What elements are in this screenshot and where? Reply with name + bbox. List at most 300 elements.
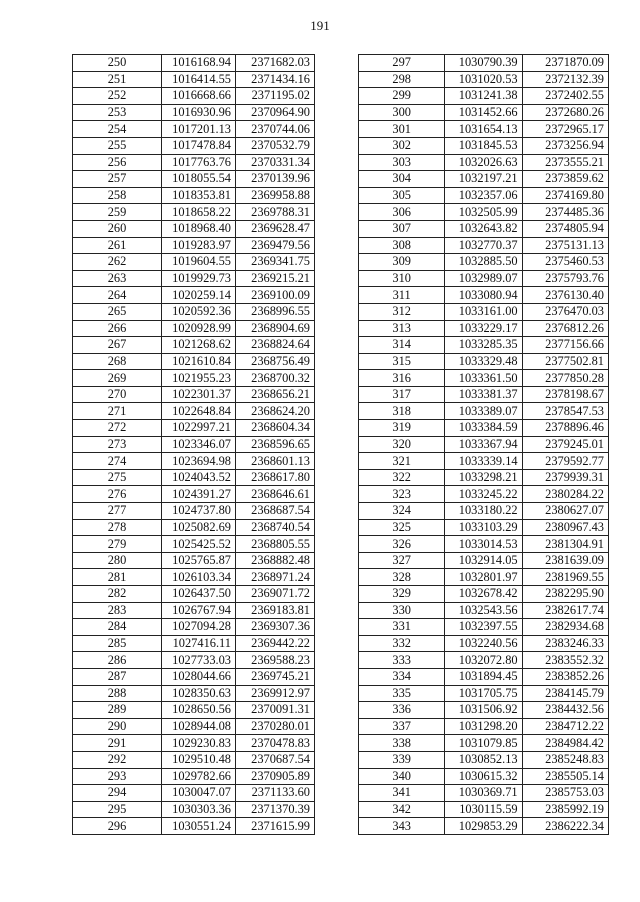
- point-number-cell: 300: [359, 104, 445, 121]
- table-row: [359, 303, 609, 320]
- table-row: [359, 320, 609, 337]
- point-number-cell: 324: [359, 503, 445, 520]
- point-number-cell: 311: [359, 287, 445, 304]
- x-coordinate-cell: 1024391.27: [162, 486, 236, 503]
- point-number-cell: 296: [73, 818, 162, 835]
- y-coordinate-cell: 2369588.23: [236, 652, 315, 669]
- table-row: [359, 536, 609, 553]
- x-coordinate-cell: 1031020.53: [445, 71, 522, 88]
- point-number-cell: 267: [73, 337, 162, 354]
- y-coordinate-cell: 2378896.46: [522, 420, 608, 437]
- x-coordinate-cell: 1019604.55: [162, 254, 236, 271]
- point-number-cell: 316: [359, 370, 445, 387]
- point-number-cell: 330: [359, 602, 445, 619]
- y-coordinate-cell: 2382295.90: [522, 586, 608, 603]
- x-coordinate-cell: 1019283.97: [162, 237, 236, 254]
- y-coordinate-cell: 2380967.43: [522, 519, 608, 536]
- point-number-cell: 284: [73, 619, 162, 636]
- table-row: [359, 88, 609, 105]
- x-coordinate-cell: 1033080.94: [445, 287, 522, 304]
- point-number-cell: 274: [73, 453, 162, 470]
- table-row: [359, 619, 609, 636]
- point-number-cell: 292: [73, 751, 162, 768]
- point-number-cell: 320: [359, 436, 445, 453]
- y-coordinate-cell: 2370478.83: [236, 735, 315, 752]
- x-coordinate-cell: 1028944.08: [162, 718, 236, 735]
- y-coordinate-cell: 2385992.19: [522, 801, 608, 818]
- table-row: [73, 353, 315, 370]
- point-number-cell: 260: [73, 220, 162, 237]
- x-coordinate-cell: 1025425.52: [162, 536, 236, 553]
- table-row: [359, 403, 609, 420]
- y-coordinate-cell: 2385505.14: [522, 768, 608, 785]
- x-coordinate-cell: 1030369.71: [445, 785, 522, 802]
- y-coordinate-cell: 2370744.06: [236, 121, 315, 138]
- x-coordinate-cell: 1033381.37: [445, 386, 522, 403]
- x-coordinate-cell: 1033384.59: [445, 420, 522, 437]
- point-number-cell: 323: [359, 486, 445, 503]
- table-row: [73, 436, 315, 453]
- point-number-cell: 337: [359, 718, 445, 735]
- table-row: [359, 137, 609, 154]
- y-coordinate-cell: 2369788.31: [236, 204, 315, 221]
- x-coordinate-cell: 1032240.56: [445, 635, 522, 652]
- y-coordinate-cell: 2369341.75: [236, 254, 315, 271]
- point-number-cell: 257: [73, 171, 162, 188]
- y-coordinate-cell: 2371870.09: [522, 55, 608, 72]
- point-number-cell: 269: [73, 370, 162, 387]
- x-coordinate-cell: 1033103.29: [445, 519, 522, 536]
- x-coordinate-cell: 1031654.13: [445, 121, 522, 138]
- y-coordinate-cell: 2368805.55: [236, 536, 315, 553]
- y-coordinate-cell: 2369628.47: [236, 220, 315, 237]
- table-row: [73, 303, 315, 320]
- point-number-cell: 288: [73, 685, 162, 702]
- point-number-cell: 333: [359, 652, 445, 669]
- x-coordinate-cell: 1032026.63: [445, 154, 522, 171]
- table-row: [73, 751, 315, 768]
- point-number-cell: 343: [359, 818, 445, 835]
- point-number-cell: 314: [359, 337, 445, 354]
- y-coordinate-cell: 2385753.03: [522, 785, 608, 802]
- x-coordinate-cell: 1033229.17: [445, 320, 522, 337]
- x-coordinate-cell: 1029853.29: [445, 818, 522, 835]
- point-number-cell: 280: [73, 552, 162, 569]
- point-number-cell: 254: [73, 121, 162, 138]
- y-coordinate-cell: 2384145.79: [522, 685, 608, 702]
- y-coordinate-cell: 2380284.22: [522, 486, 608, 503]
- table-row: [359, 602, 609, 619]
- y-coordinate-cell: 2368596.65: [236, 436, 315, 453]
- table-row: [359, 503, 609, 520]
- table-row: [73, 635, 315, 652]
- point-number-cell: 304: [359, 171, 445, 188]
- y-coordinate-cell: 2381639.09: [522, 552, 608, 569]
- point-number-cell: 261: [73, 237, 162, 254]
- table-row: [73, 569, 315, 586]
- x-coordinate-cell: 1020928.99: [162, 320, 236, 337]
- table-row: [73, 668, 315, 685]
- y-coordinate-cell: 2379245.01: [522, 436, 608, 453]
- table-row: [359, 801, 609, 818]
- y-coordinate-cell: 2369912.97: [236, 685, 315, 702]
- table-row: [73, 270, 315, 287]
- x-coordinate-cell: 1033161.00: [445, 303, 522, 320]
- y-coordinate-cell: 2369745.21: [236, 668, 315, 685]
- table-row: [359, 635, 609, 652]
- table-row: [359, 818, 609, 835]
- point-number-cell: 262: [73, 254, 162, 271]
- table-row: [73, 801, 315, 818]
- y-coordinate-cell: 2385248.83: [522, 751, 608, 768]
- y-coordinate-cell: 2374805.94: [522, 220, 608, 237]
- table-row: [73, 552, 315, 569]
- x-coordinate-cell: 1022997.21: [162, 420, 236, 437]
- point-number-cell: 264: [73, 287, 162, 304]
- table-row: [73, 486, 315, 503]
- x-coordinate-cell: 1026767.94: [162, 602, 236, 619]
- point-number-cell: 286: [73, 652, 162, 669]
- table-row: [359, 486, 609, 503]
- x-coordinate-cell: 1030852.13: [445, 751, 522, 768]
- x-coordinate-cell: 1032643.82: [445, 220, 522, 237]
- point-number-cell: 270: [73, 386, 162, 403]
- table-row: [359, 735, 609, 752]
- table-row: [359, 668, 609, 685]
- x-coordinate-cell: 1030115.59: [445, 801, 522, 818]
- table-row: [73, 254, 315, 271]
- x-coordinate-cell: 1032989.07: [445, 270, 522, 287]
- y-coordinate-cell: 2383552.32: [522, 652, 608, 669]
- point-number-cell: 268: [73, 353, 162, 370]
- x-coordinate-cell: 1033367.94: [445, 436, 522, 453]
- table-row: [73, 320, 315, 337]
- point-number-cell: 250: [73, 55, 162, 72]
- point-number-cell: 295: [73, 801, 162, 818]
- x-coordinate-cell: 1033245.22: [445, 486, 522, 503]
- table-row: [73, 768, 315, 785]
- y-coordinate-cell: 2376470.03: [522, 303, 608, 320]
- point-number-cell: 263: [73, 270, 162, 287]
- x-coordinate-cell: 1032197.21: [445, 171, 522, 188]
- y-coordinate-cell: 2371434.16: [236, 71, 315, 88]
- y-coordinate-cell: 2368824.64: [236, 337, 315, 354]
- table-row: [73, 785, 315, 802]
- y-coordinate-cell: 2368656.21: [236, 386, 315, 403]
- x-coordinate-cell: 1032397.55: [445, 619, 522, 636]
- y-coordinate-cell: 2372965.17: [522, 121, 608, 138]
- x-coordinate-cell: 1024737.80: [162, 503, 236, 520]
- x-coordinate-cell: 1020259.14: [162, 287, 236, 304]
- y-coordinate-cell: 2383852.26: [522, 668, 608, 685]
- x-coordinate-cell: 1016668.66: [162, 88, 236, 105]
- x-coordinate-cell: 1032357.06: [445, 187, 522, 204]
- table-row: [73, 370, 315, 387]
- x-coordinate-cell: 1016930.96: [162, 104, 236, 121]
- point-number-cell: 291: [73, 735, 162, 752]
- table-row: [359, 469, 609, 486]
- coordinate-table-right-body: [359, 55, 609, 835]
- point-number-cell: 282: [73, 586, 162, 603]
- table-row: [73, 586, 315, 603]
- y-coordinate-cell: 2369183.81: [236, 602, 315, 619]
- point-number-cell: 305: [359, 187, 445, 204]
- point-number-cell: 289: [73, 702, 162, 719]
- table-row: [73, 652, 315, 669]
- point-number-cell: 258: [73, 187, 162, 204]
- table-row: [359, 569, 609, 586]
- y-coordinate-cell: 2384712.22: [522, 718, 608, 735]
- x-coordinate-cell: 1029782.66: [162, 768, 236, 785]
- y-coordinate-cell: 2371133.60: [236, 785, 315, 802]
- x-coordinate-cell: 1031894.45: [445, 668, 522, 685]
- point-number-cell: 340: [359, 768, 445, 785]
- point-number-cell: 313: [359, 320, 445, 337]
- x-coordinate-cell: 1032505.99: [445, 204, 522, 221]
- y-coordinate-cell: 2375793.76: [522, 270, 608, 287]
- point-number-cell: 293: [73, 768, 162, 785]
- x-coordinate-cell: 1032678.42: [445, 586, 522, 603]
- point-number-cell: 341: [359, 785, 445, 802]
- table-row: [359, 785, 609, 802]
- table-row: [359, 171, 609, 188]
- y-coordinate-cell: 2378198.67: [522, 386, 608, 403]
- table-row: [73, 735, 315, 752]
- point-number-cell: 321: [359, 453, 445, 470]
- point-number-cell: 312: [359, 303, 445, 320]
- table-row: [73, 702, 315, 719]
- table-row: [359, 751, 609, 768]
- x-coordinate-cell: 1018968.40: [162, 220, 236, 237]
- x-coordinate-cell: 1020592.36: [162, 303, 236, 320]
- table-row: [73, 420, 315, 437]
- point-number-cell: 256: [73, 154, 162, 171]
- x-coordinate-cell: 1021955.23: [162, 370, 236, 387]
- x-coordinate-cell: 1033285.35: [445, 337, 522, 354]
- table-row: [359, 652, 609, 669]
- x-coordinate-cell: 1032885.50: [445, 254, 522, 271]
- x-coordinate-cell: 1023346.07: [162, 436, 236, 453]
- table-row: [359, 386, 609, 403]
- table-row: [359, 718, 609, 735]
- table-row: [73, 503, 315, 520]
- y-coordinate-cell: 2371682.03: [236, 55, 315, 72]
- x-coordinate-cell: 1030551.24: [162, 818, 236, 835]
- x-coordinate-cell: 1017201.13: [162, 121, 236, 138]
- x-coordinate-cell: 1017478.84: [162, 137, 236, 154]
- x-coordinate-cell: 1032543.56: [445, 602, 522, 619]
- table-row: [73, 287, 315, 304]
- y-coordinate-cell: 2369100.09: [236, 287, 315, 304]
- coordinate-table-left: [72, 54, 315, 835]
- y-coordinate-cell: 2370139.96: [236, 171, 315, 188]
- x-coordinate-cell: 1017763.76: [162, 154, 236, 171]
- y-coordinate-cell: 2377502.81: [522, 353, 608, 370]
- point-number-cell: 334: [359, 668, 445, 685]
- y-coordinate-cell: 2370687.54: [236, 751, 315, 768]
- y-coordinate-cell: 2372402.55: [522, 88, 608, 105]
- table-row: [359, 453, 609, 470]
- y-coordinate-cell: 2381969.55: [522, 569, 608, 586]
- table-row: [73, 88, 315, 105]
- point-number-cell: 303: [359, 154, 445, 171]
- table-row: [359, 187, 609, 204]
- y-coordinate-cell: 2381304.91: [522, 536, 608, 553]
- table-row: [359, 353, 609, 370]
- table-row: [73, 204, 315, 221]
- point-number-cell: 253: [73, 104, 162, 121]
- table-row: [73, 337, 315, 354]
- y-coordinate-cell: 2376812.26: [522, 320, 608, 337]
- point-number-cell: 275: [73, 469, 162, 486]
- table-row: [359, 436, 609, 453]
- point-number-cell: 271: [73, 403, 162, 420]
- point-number-cell: 281: [73, 569, 162, 586]
- x-coordinate-cell: 1028350.63: [162, 685, 236, 702]
- x-coordinate-cell: 1025765.87: [162, 552, 236, 569]
- x-coordinate-cell: 1029510.48: [162, 751, 236, 768]
- x-coordinate-cell: 1023694.98: [162, 453, 236, 470]
- y-coordinate-cell: 2368740.54: [236, 519, 315, 536]
- y-coordinate-cell: 2379939.31: [522, 469, 608, 486]
- point-number-cell: 277: [73, 503, 162, 520]
- x-coordinate-cell: 1033339.14: [445, 453, 522, 470]
- x-coordinate-cell: 1031079.85: [445, 735, 522, 752]
- table-row: [359, 104, 609, 121]
- point-number-cell: 332: [359, 635, 445, 652]
- x-coordinate-cell: 1032072.80: [445, 652, 522, 669]
- point-number-cell: 331: [359, 619, 445, 636]
- x-coordinate-cell: 1033180.22: [445, 503, 522, 520]
- table-row: [359, 685, 609, 702]
- y-coordinate-cell: 2382617.74: [522, 602, 608, 619]
- coordinate-table-left-body: [73, 55, 315, 835]
- table-row: [359, 270, 609, 287]
- x-coordinate-cell: 1031452.66: [445, 104, 522, 121]
- table-row: [73, 818, 315, 835]
- y-coordinate-cell: 2383246.33: [522, 635, 608, 652]
- x-coordinate-cell: 1024043.52: [162, 469, 236, 486]
- x-coordinate-cell: 1031298.20: [445, 718, 522, 735]
- point-number-cell: 325: [359, 519, 445, 536]
- y-coordinate-cell: 2384432.56: [522, 702, 608, 719]
- x-coordinate-cell: 1033361.50: [445, 370, 522, 387]
- y-coordinate-cell: 2370331.34: [236, 154, 315, 171]
- y-coordinate-cell: 2368882.48: [236, 552, 315, 569]
- table-row: [73, 718, 315, 735]
- x-coordinate-cell: 1029230.83: [162, 735, 236, 752]
- y-coordinate-cell: 2370532.79: [236, 137, 315, 154]
- x-coordinate-cell: 1021610.84: [162, 353, 236, 370]
- x-coordinate-cell: 1027733.03: [162, 652, 236, 669]
- table-row: [73, 55, 315, 72]
- x-coordinate-cell: 1032914.05: [445, 552, 522, 569]
- point-number-cell: 317: [359, 386, 445, 403]
- y-coordinate-cell: 2374485.36: [522, 204, 608, 221]
- y-coordinate-cell: 2377850.28: [522, 370, 608, 387]
- x-coordinate-cell: 1026103.34: [162, 569, 236, 586]
- point-number-cell: 285: [73, 635, 162, 652]
- y-coordinate-cell: 2369215.21: [236, 270, 315, 287]
- table-row: [359, 220, 609, 237]
- x-coordinate-cell: 1022301.37: [162, 386, 236, 403]
- table-row: [73, 536, 315, 553]
- point-number-cell: 283: [73, 602, 162, 619]
- y-coordinate-cell: 2371370.39: [236, 801, 315, 818]
- table-row: [73, 386, 315, 403]
- x-coordinate-cell: 1030303.36: [162, 801, 236, 818]
- table-row: [73, 171, 315, 188]
- y-coordinate-cell: 2369479.56: [236, 237, 315, 254]
- table-row: [359, 586, 609, 603]
- x-coordinate-cell: 1021268.62: [162, 337, 236, 354]
- point-number-cell: 294: [73, 785, 162, 802]
- x-coordinate-cell: 1030790.39: [445, 55, 522, 72]
- table-row: [73, 104, 315, 121]
- point-number-cell: 309: [359, 254, 445, 271]
- point-number-cell: 308: [359, 237, 445, 254]
- table-row: [73, 519, 315, 536]
- point-number-cell: 276: [73, 486, 162, 503]
- table-row: [359, 552, 609, 569]
- point-number-cell: 273: [73, 436, 162, 453]
- point-number-cell: 322: [359, 469, 445, 486]
- coordinate-table-right: [358, 54, 609, 835]
- y-coordinate-cell: 2369958.88: [236, 187, 315, 204]
- x-coordinate-cell: 1018658.22: [162, 204, 236, 221]
- y-coordinate-cell: 2374169.80: [522, 187, 608, 204]
- table-row: [73, 121, 315, 138]
- page-number: 191: [310, 18, 330, 33]
- x-coordinate-cell: 1016168.94: [162, 55, 236, 72]
- y-coordinate-cell: 2369307.36: [236, 619, 315, 636]
- y-coordinate-cell: 2368617.80: [236, 469, 315, 486]
- x-coordinate-cell: 1033389.07: [445, 403, 522, 420]
- x-coordinate-cell: 1031845.53: [445, 137, 522, 154]
- point-number-cell: 342: [359, 801, 445, 818]
- y-coordinate-cell: 2376130.40: [522, 287, 608, 304]
- table-row: [73, 137, 315, 154]
- y-coordinate-cell: 2375131.13: [522, 237, 608, 254]
- y-coordinate-cell: 2370091.31: [236, 702, 315, 719]
- y-coordinate-cell: 2384984.42: [522, 735, 608, 752]
- table-row: [359, 55, 609, 72]
- y-coordinate-cell: 2372680.26: [522, 104, 608, 121]
- point-number-cell: 328: [359, 569, 445, 586]
- table-row: [359, 237, 609, 254]
- x-coordinate-cell: 1030047.07: [162, 785, 236, 802]
- y-coordinate-cell: 2369442.22: [236, 635, 315, 652]
- table-row: [359, 702, 609, 719]
- point-number-cell: 259: [73, 204, 162, 221]
- point-number-cell: 319: [359, 420, 445, 437]
- point-number-cell: 307: [359, 220, 445, 237]
- table-row: [73, 469, 315, 486]
- y-coordinate-cell: 2369071.72: [236, 586, 315, 603]
- y-coordinate-cell: 2368687.54: [236, 503, 315, 520]
- x-coordinate-cell: 1028650.56: [162, 702, 236, 719]
- x-coordinate-cell: 1032770.37: [445, 237, 522, 254]
- y-coordinate-cell: 2378547.53: [522, 403, 608, 420]
- table-row: [73, 220, 315, 237]
- table-row: [73, 154, 315, 171]
- x-coordinate-cell: 1016414.55: [162, 71, 236, 88]
- x-coordinate-cell: 1031705.75: [445, 685, 522, 702]
- point-number-cell: 338: [359, 735, 445, 752]
- point-number-cell: 287: [73, 668, 162, 685]
- table-row: [359, 337, 609, 354]
- x-coordinate-cell: 1025082.69: [162, 519, 236, 536]
